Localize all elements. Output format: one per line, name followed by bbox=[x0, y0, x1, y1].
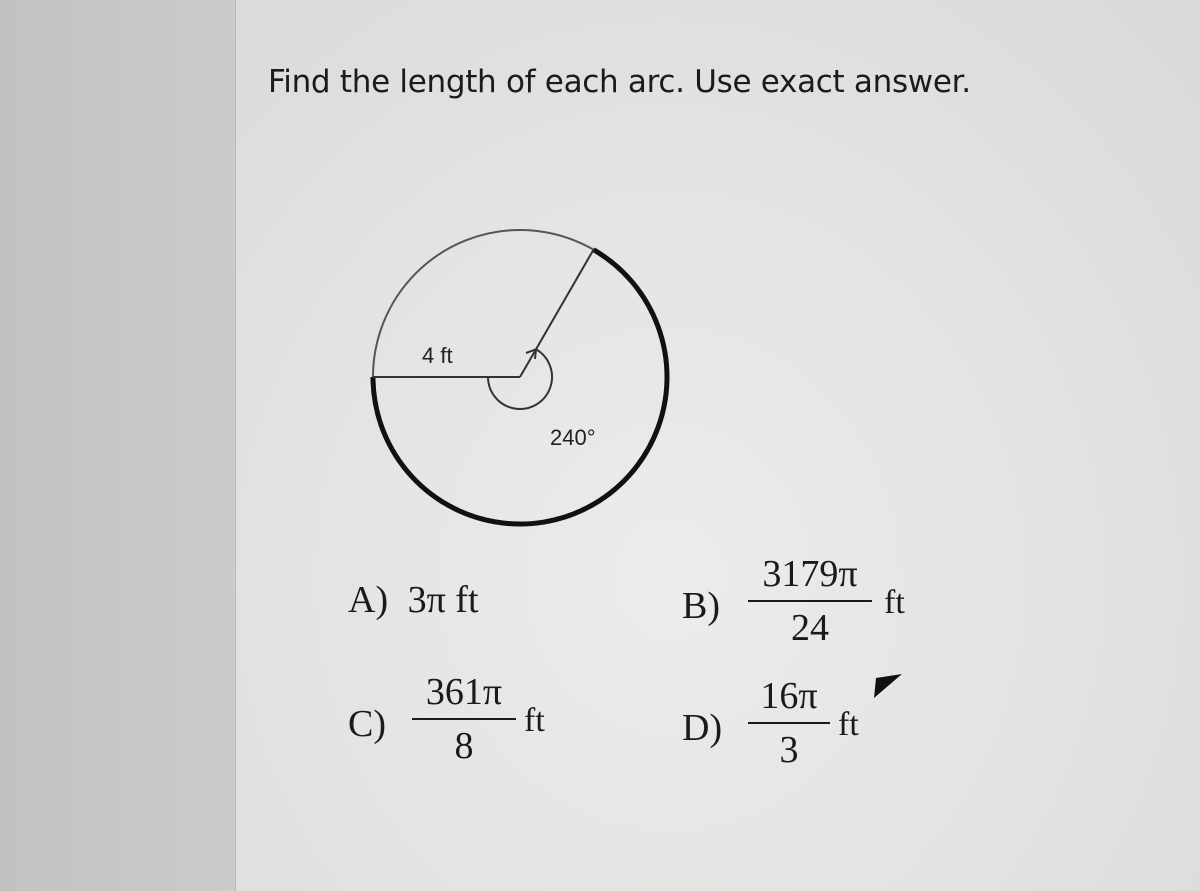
choice-c-unit: ft bbox=[524, 702, 545, 739]
angle-label: 240° bbox=[550, 425, 596, 450]
choice-d-numerator: 16π bbox=[760, 675, 818, 717]
choice-d-denominator: 3 bbox=[779, 729, 799, 771]
choice-c-denominator: 8 bbox=[454, 725, 474, 767]
mouse-cursor-icon bbox=[872, 670, 906, 705]
choice-b-letter: B) bbox=[682, 585, 720, 627]
fraction-bar bbox=[748, 600, 872, 602]
angle-marker bbox=[488, 349, 552, 409]
choice-b-numerator: 3179π bbox=[762, 553, 858, 595]
circle-diagram bbox=[360, 225, 680, 535]
choice-d-unit: ft bbox=[838, 706, 859, 743]
choice-c-numerator: 361π bbox=[425, 671, 503, 713]
choice-c-fraction bbox=[412, 670, 516, 768]
arc-figure bbox=[360, 225, 680, 540]
choice-a-letter: A) bbox=[348, 579, 389, 621]
choice-c-letter: C) bbox=[348, 703, 386, 745]
choice-d-fraction bbox=[748, 674, 830, 772]
question-instructions: Find the length of each arc. Use exact answer. bbox=[268, 64, 971, 100]
choice-b-fraction bbox=[748, 552, 872, 650]
highlighted-arc bbox=[373, 250, 667, 524]
fraction-bar bbox=[412, 718, 516, 720]
choice-b-unit: ft bbox=[884, 584, 905, 621]
choice-b-denominator: 24 bbox=[791, 607, 829, 649]
radius-upper-right bbox=[520, 250, 594, 377]
choice-a[interactable] bbox=[348, 578, 479, 622]
fraction-bar bbox=[748, 722, 830, 724]
radius-label: 4 ft bbox=[422, 343, 453, 368]
choice-d-letter: D) bbox=[682, 707, 723, 749]
background-margin bbox=[0, 0, 236, 891]
choice-a-text: 3π ft bbox=[407, 579, 479, 621]
